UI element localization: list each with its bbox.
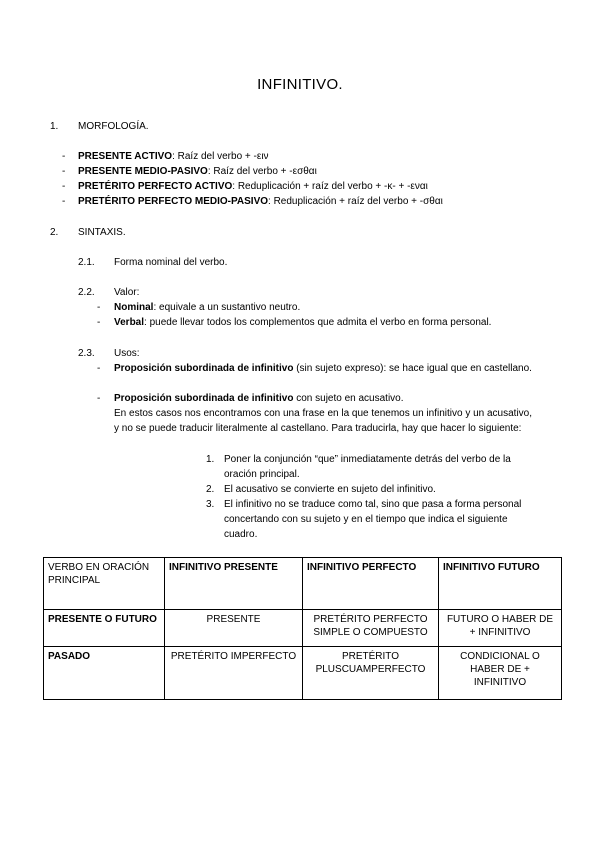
morph-label: PRESENTE ACTIVO — [78, 151, 173, 162]
valor-label: Nominal — [114, 302, 154, 313]
morph-label: PRESENTE MEDIO-PASIVO — [78, 166, 208, 177]
table-row-label — [44, 610, 165, 647]
table-cell: PRETÉRITO IMPERFECTO — [165, 647, 303, 700]
morph-text: : Raíz del verbo + -εσθαι — [207, 166, 317, 177]
usos-text: (sin sujeto expreso): se hace igual que en castellano. — [293, 363, 532, 374]
table-cell: PRETÉRITO PLUSCUAMPERFECTO — [303, 647, 439, 700]
morph-bullet: - — [62, 181, 66, 192]
section-2-number: 2. — [50, 227, 59, 238]
valor-text: : equivale a un sustantivo neutro. — [153, 302, 301, 313]
morph-text: : Reduplicación + raíz del verbo + -κ- + -εναι — [232, 181, 428, 192]
table-header-cell: VERBO EN ORACIÓN PRINCIPAL — [44, 558, 165, 610]
step-number: 3. — [206, 499, 215, 510]
valor-item-verbal — [114, 315, 491, 330]
morph-item-perfect-active — [78, 179, 428, 194]
step-number: 1. — [206, 454, 215, 465]
morph-item-present-medio-pasivo — [78, 164, 317, 179]
usos-bullet: - — [97, 393, 101, 404]
table-header-row — [44, 558, 562, 610]
table-row-label — [44, 647, 165, 700]
usos-item-con-sujeto — [114, 391, 404, 406]
step-text: Poner la conjunción “que” inmediatamente detrás del verbo de la oración principal. — [224, 454, 511, 480]
sub-2-3-number: 2.3. — [78, 348, 95, 359]
morph-text: : Raíz del verbo + -ειν — [172, 151, 269, 162]
table-header-cell — [165, 558, 303, 610]
valor-label: Verbal — [114, 317, 145, 328]
morph-item-perfect-medio-pasivo — [78, 194, 443, 209]
sub-2-2-text: Valor: — [114, 287, 140, 298]
usos-paragraph: En estos casos nos encontramos con una frase en la que tenemos un infinitivo y un acusativo, y no se puede traducir literalmente al castellano. Para traducirla, hay que hacer lo siguiente: — [114, 408, 533, 434]
usos-label: Proposición subordinada de infinitivo — [114, 393, 294, 404]
morph-text: : Reduplicación + raíz del verbo + -σθαι — [268, 196, 443, 207]
table-row — [44, 647, 562, 700]
morph-label: PRETÉRITO PERFECTO ACTIVO — [78, 181, 233, 192]
table-cell: CONDICIONAL O HABER DE + INFINITIVO — [439, 647, 562, 700]
sub-2-1-text: Forma nominal del verbo. — [114, 257, 228, 268]
sub-2-3-text: Usos: — [114, 348, 140, 359]
step-text: El acusativo se convierte en sujeto del infinitivo. — [224, 484, 436, 495]
section-1-number: 1. — [50, 121, 59, 132]
valor-text: : puede llevar todos los complementos que admita el verbo en forma personal. — [144, 317, 492, 328]
usos-bullet: - — [97, 363, 101, 374]
morph-item-present-active — [78, 149, 269, 164]
morph-bullet: - — [62, 151, 66, 162]
section-1-heading: MORFOLOGÍA. — [78, 121, 149, 132]
valor-item-nominal — [114, 300, 300, 315]
table-header-cell — [439, 558, 562, 610]
valor-bullet: - — [97, 302, 101, 313]
table-row-label-text: PRESENTE O FUTURO — [48, 614, 157, 625]
morph-bullet: - — [62, 196, 66, 207]
table-cell: FUTURO O HABER DE + INFINITIVO — [439, 610, 562, 647]
conversion-table — [43, 557, 562, 700]
section-2-heading: SINTAXIS. — [78, 227, 126, 238]
table-header-cell — [303, 558, 439, 610]
table-row — [44, 610, 562, 647]
step-text: El infinitivo no se traduce como tal, sino que pasa a forma personal concertando con su sujeto y en el tiempo que indica el siguiente cuadro. — [224, 499, 522, 540]
morph-label: PRETÉRITO PERFECTO MEDIO-PASIVO — [78, 196, 269, 207]
sub-2-2-number: 2.2. — [78, 287, 95, 298]
table-header-text: INFINITIVO FUTURO — [443, 562, 540, 573]
table-header-text: INFINITIVO PERFECTO — [307, 562, 417, 573]
step-number: 2. — [206, 484, 215, 495]
usos-label: Proposición subordinada de infinitivo — [114, 363, 294, 374]
usos-item-sin-sujeto — [114, 361, 532, 376]
usos-text: con sujeto en acusativo. — [293, 393, 404, 404]
sub-2-1-number: 2.1. — [78, 257, 95, 268]
table-cell: PRESENTE — [165, 610, 303, 647]
page-title: INFINITIVO. — [257, 76, 343, 93]
table-row-label-text: PASADO — [48, 651, 91, 662]
table-header-text: INFINITIVO PRESENTE — [169, 562, 278, 573]
morph-bullet: - — [62, 166, 66, 177]
table-cell: PRETÉRITO PERFECTO SIMPLE O COMPUESTO — [303, 610, 439, 647]
valor-bullet: - — [97, 317, 101, 328]
